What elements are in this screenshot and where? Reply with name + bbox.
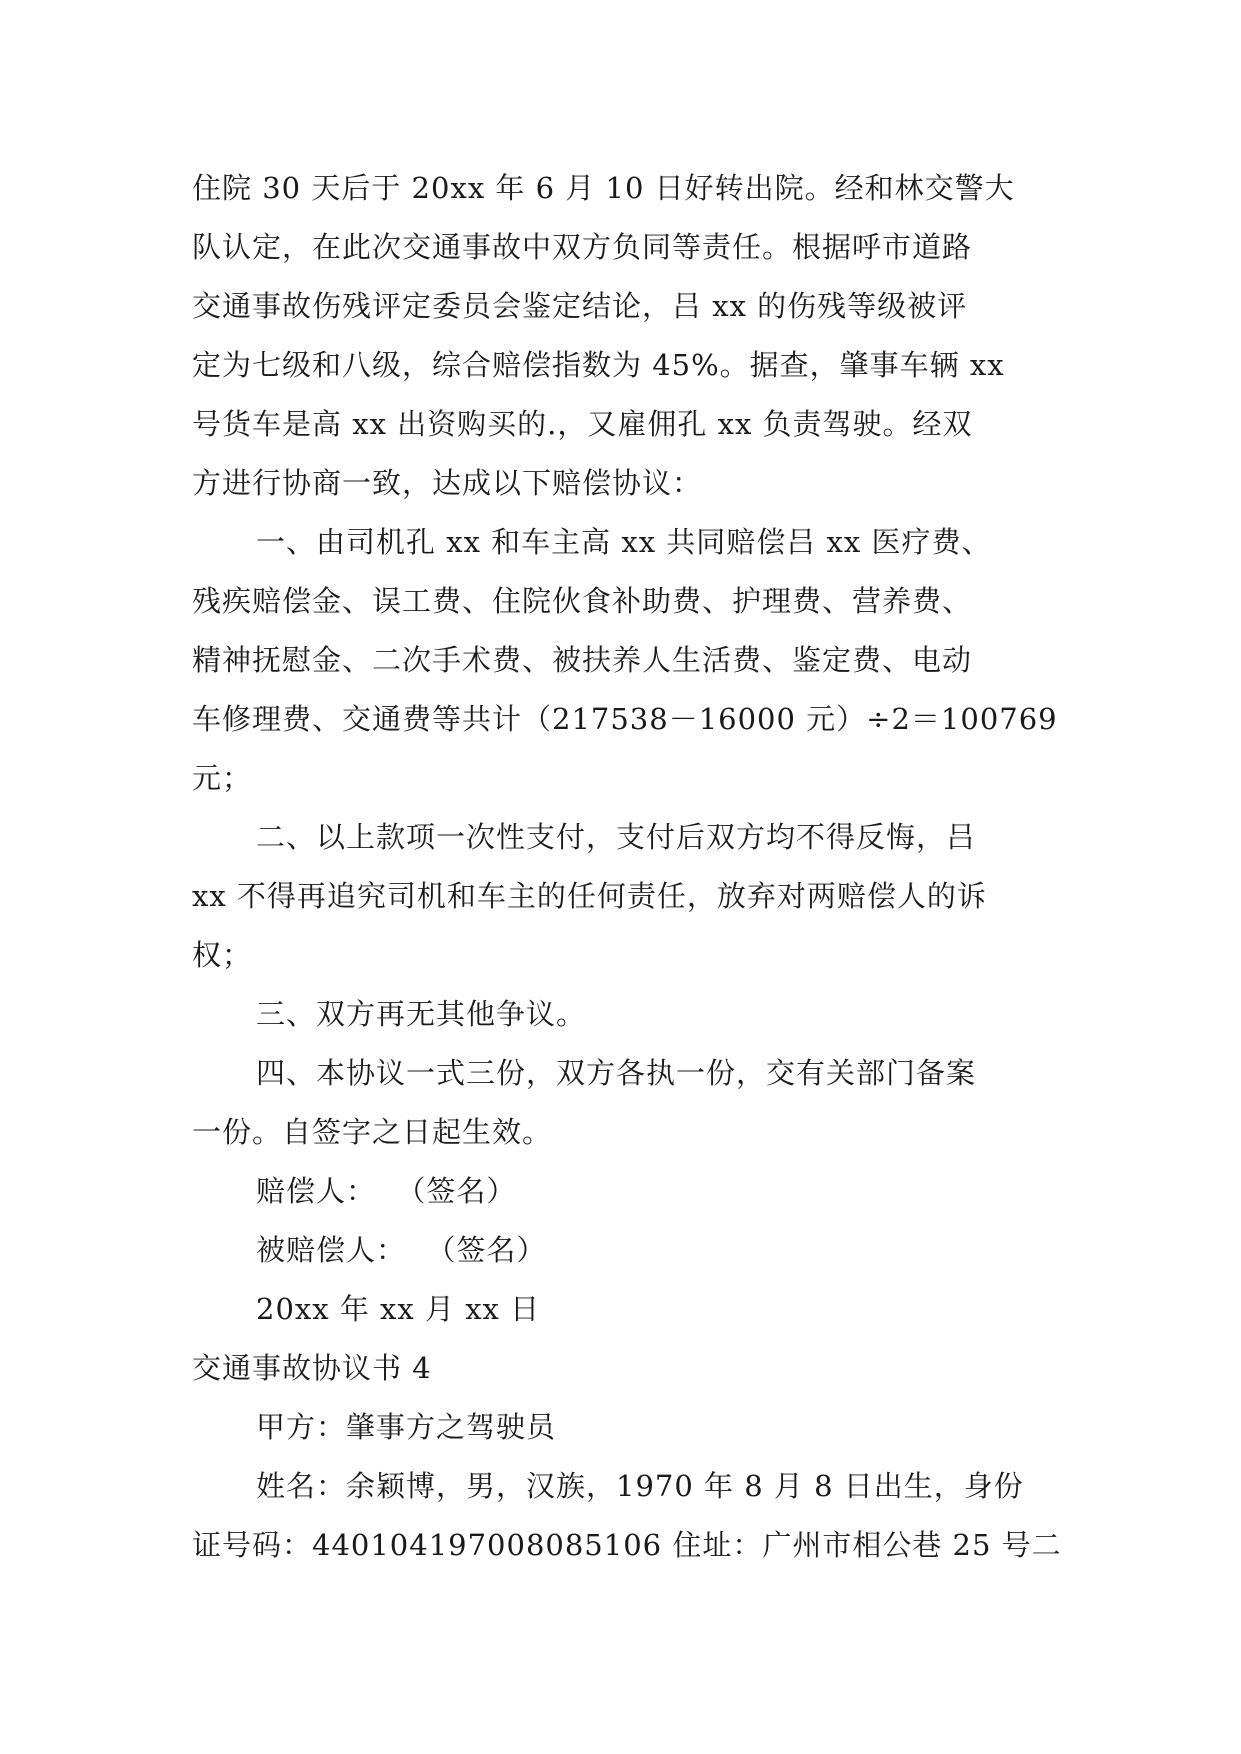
compensator-signature: 赔偿人： （签名） — [256, 1174, 517, 1208]
text-line: 元； — [192, 761, 253, 795]
text-line: 队认定，在此次交通事故中双方负同等责任。根据呼市道路 — [192, 230, 973, 264]
clause-two: 二、以上款项一次性支付，支付后双方均不得反悔，吕 — [256, 820, 977, 854]
text-line: 残疾赔偿金、误工费、住院伙食补助费、护理费、营养费、 — [192, 584, 973, 618]
text-line: 住院 30 天后于 20xx 年 6 月 10 日好转出院。经和林交警大 — [192, 171, 1015, 205]
text-line: 权； — [192, 938, 253, 972]
signing-date: 20xx 年 xx 月 xx 日 — [256, 1292, 541, 1326]
text-line: 方进行协商一致，达成以下赔偿协议： — [192, 466, 703, 500]
text-line: 证号码：440104197008085106 住址：广州市相公巷 25 号二 — [192, 1528, 1062, 1562]
text-line: 精神抚慰金、二次手术费、被扶养人生活费、鉴定费、电动 — [192, 643, 973, 677]
compensated-signature: 被赔偿人： （签名） — [256, 1233, 547, 1267]
text-line: 交通事故伤残评定委员会鉴定结论，吕 xx 的伤残等级被评 — [192, 289, 968, 323]
party-a-details: 姓名：余颖博，男，汉族，1970 年 8 月 8 日出生，身份 — [256, 1469, 1024, 1503]
clause-one: 一、由司机孔 xx 和车主高 xx 共同赔偿吕 xx 医疗费、 — [256, 525, 992, 559]
text-line: xx 不得再追究司机和车主的任何责任，放弃对两赔偿人的诉 — [192, 879, 987, 913]
clause-four: 四、本协议一式三份，双方各执一份，交有关部门备案 — [256, 1056, 977, 1090]
clause-three: 三、双方再无其他争议。 — [256, 997, 587, 1031]
text-line: 一份。自签字之日起生效。 — [192, 1115, 553, 1149]
party-a-label: 甲方：肇事方之驾驶员 — [256, 1410, 557, 1444]
section-heading: 交通事故协议书 4 — [192, 1351, 432, 1385]
text-line: 定为七级和八级，综合赔偿指数为 45%。据查，肇事车辆 xx — [192, 348, 1005, 382]
text-line: 号货车是高 xx 出资购买的.，又雇佣孔 xx 负责驾驶。经双 — [192, 407, 973, 441]
text-line: 车修理费、交通费等共计（217538－16000 元）÷2＝100769 — [192, 702, 1058, 736]
